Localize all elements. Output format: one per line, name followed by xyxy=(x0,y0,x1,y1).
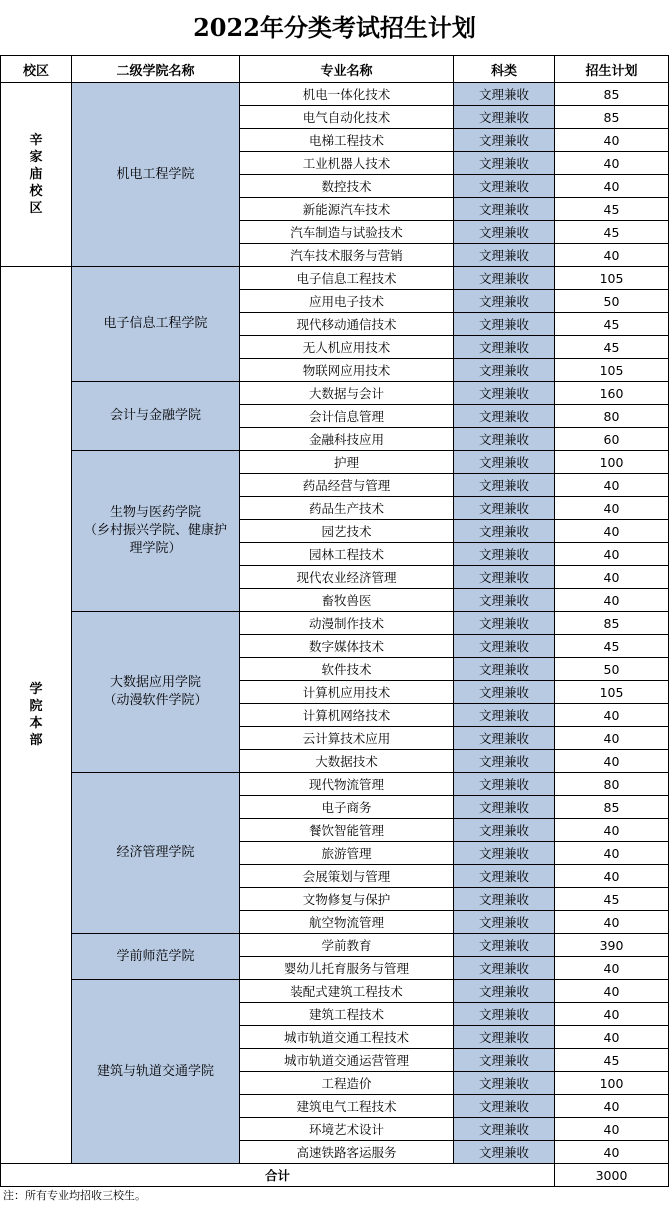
plan-cell: 40 xyxy=(555,152,669,175)
plan-cell: 45 xyxy=(555,336,669,359)
college-name-line: 学前师范学院 xyxy=(116,948,195,964)
subject-cell: 文理兼收 xyxy=(454,658,555,681)
major-name-cell: 现代物流管理 xyxy=(240,773,454,796)
major-name-cell: 无人机应用技术 xyxy=(240,336,454,359)
plan-cell: 45 xyxy=(555,198,669,221)
subject-cell: 文理兼收 xyxy=(454,313,555,336)
major-name-cell: 电梯工程技术 xyxy=(240,129,454,152)
plan-cell: 85 xyxy=(555,83,669,106)
major-name-cell: 药品生产技术 xyxy=(240,497,454,520)
major-name-cell: 大数据与会计 xyxy=(240,382,454,405)
plan-cell: 40 xyxy=(555,911,669,934)
major-name-cell: 软件技术 xyxy=(240,658,454,681)
subject-cell: 文理兼收 xyxy=(454,405,555,428)
plan-cell: 40 xyxy=(555,1141,669,1164)
header-major: 专业名称 xyxy=(240,56,454,83)
college-name-line: 会计与金融学院 xyxy=(109,408,201,423)
plan-cell: 40 xyxy=(555,842,669,865)
subject-cell: 文理兼收 xyxy=(454,612,555,635)
total-label: 合计 xyxy=(1,1164,555,1187)
subject-cell: 文理兼收 xyxy=(454,589,555,612)
subject-cell: 文理兼收 xyxy=(454,175,555,198)
major-name-cell: 计算机网络技术 xyxy=(240,704,454,727)
subject-cell: 文理兼收 xyxy=(454,106,555,129)
plan-cell: 80 xyxy=(555,773,669,796)
campus-name-char: 区 xyxy=(29,201,43,216)
college-name-line: （乡村振兴学院、健康护 xyxy=(83,523,227,538)
campus-name-char: 本 xyxy=(29,716,43,731)
major-name-cell: 电子商务 xyxy=(240,796,454,819)
table-body xyxy=(1,83,669,1164)
subject-cell: 文理兼收 xyxy=(454,888,555,911)
subject-cell: 文理兼收 xyxy=(454,1072,555,1095)
header-subject: 科类 xyxy=(454,56,555,83)
plan-cell: 50 xyxy=(555,658,669,681)
major-name-cell: 现代移动通信技术 xyxy=(240,313,454,336)
plan-cell: 40 xyxy=(555,566,669,589)
campus-cell xyxy=(1,83,72,267)
major-name-cell: 餐饮智能管理 xyxy=(240,819,454,842)
subject-cell: 文理兼收 xyxy=(454,1026,555,1049)
footnote: 注：所有专业均招收三校生。 xyxy=(3,1189,146,1202)
table-row xyxy=(1,980,669,1003)
subject-cell: 文理兼收 xyxy=(454,244,555,267)
subject-cell: 文理兼收 xyxy=(454,1003,555,1026)
subject-cell: 文理兼收 xyxy=(454,1095,555,1118)
plan-cell: 50 xyxy=(555,290,669,313)
plan-cell: 105 xyxy=(555,359,669,382)
subject-cell: 文理兼收 xyxy=(454,474,555,497)
subject-cell: 文理兼收 xyxy=(454,267,555,290)
subject-cell: 文理兼收 xyxy=(454,83,555,106)
college-name-cell xyxy=(72,612,240,773)
plan-cell: 40 xyxy=(555,727,669,750)
plan-cell: 40 xyxy=(555,957,669,980)
plan-cell: 40 xyxy=(555,865,669,888)
table-row xyxy=(1,83,669,106)
college-name-cell xyxy=(72,451,240,612)
plan-cell: 40 xyxy=(555,1095,669,1118)
subject-cell: 文理兼收 xyxy=(454,1049,555,1072)
college-name-cell xyxy=(72,382,240,451)
subject-cell: 文理兼收 xyxy=(454,750,555,773)
plan-cell: 40 xyxy=(555,129,669,152)
plan-cell: 45 xyxy=(555,1049,669,1072)
subject-cell: 文理兼收 xyxy=(454,497,555,520)
campus-name-char: 部 xyxy=(29,733,43,748)
total-value: 3000 xyxy=(555,1164,669,1187)
college-name-line: 机电工程学院 xyxy=(116,166,195,182)
college-name-line: 经济管理学院 xyxy=(116,845,195,860)
major-name-cell: 环境艺术设计 xyxy=(240,1118,454,1141)
campus-name-char: 校 xyxy=(29,184,43,199)
major-name-cell: 文物修复与保护 xyxy=(240,888,454,911)
header-campus: 校区 xyxy=(1,56,72,83)
table-row xyxy=(1,773,669,796)
subject-cell: 文理兼收 xyxy=(454,428,555,451)
plan-cell: 40 xyxy=(555,520,669,543)
major-name-cell: 园林工程技术 xyxy=(240,543,454,566)
campus-name-char: 院 xyxy=(29,699,43,714)
plan-cell: 45 xyxy=(555,313,669,336)
major-name-cell: 工程造价 xyxy=(240,1072,454,1095)
major-name-cell: 园艺技术 xyxy=(240,520,454,543)
subject-cell: 文理兼收 xyxy=(454,543,555,566)
major-name-cell: 城市轨道交通运营管理 xyxy=(240,1049,454,1072)
college-name-line: 理学院） xyxy=(129,541,182,556)
plan-cell: 40 xyxy=(555,1026,669,1049)
plan-cell: 40 xyxy=(555,819,669,842)
college-name-line: 大数据应用学院 xyxy=(109,675,201,690)
major-name-cell: 新能源汽车技术 xyxy=(240,198,454,221)
major-name-cell: 动漫制作技术 xyxy=(240,612,454,635)
plan-cell: 45 xyxy=(555,221,669,244)
major-name-cell: 大数据技术 xyxy=(240,750,454,773)
plan-cell: 45 xyxy=(555,635,669,658)
subject-cell: 文理兼收 xyxy=(454,934,555,957)
subject-cell: 文理兼收 xyxy=(454,1141,555,1164)
subject-cell: 文理兼收 xyxy=(454,198,555,221)
plan-cell: 40 xyxy=(555,704,669,727)
major-name-cell: 工业机器人技术 xyxy=(240,152,454,175)
plan-cell: 105 xyxy=(555,267,669,290)
major-name-cell: 物联网应用技术 xyxy=(240,359,454,382)
college-name-cell xyxy=(72,934,240,980)
major-name-cell: 会计信息管理 xyxy=(240,405,454,428)
major-name-cell: 电气自动化技术 xyxy=(240,106,454,129)
college-name-line: 建筑与轨道交通学院 xyxy=(96,1063,214,1079)
college-name-line: 生物与医药学院 xyxy=(109,505,201,520)
campus-name-char: 学 xyxy=(29,682,43,697)
subject-cell: 文理兼收 xyxy=(454,566,555,589)
plan-cell: 105 xyxy=(555,681,669,704)
major-name-cell: 建筑电气工程技术 xyxy=(240,1095,454,1118)
subject-cell: 文理兼收 xyxy=(454,152,555,175)
subject-cell: 文理兼收 xyxy=(454,221,555,244)
subject-cell: 文理兼收 xyxy=(454,635,555,658)
major-name-cell: 城市轨道交通工程技术 xyxy=(240,1026,454,1049)
plan-cell: 80 xyxy=(555,405,669,428)
major-name-cell: 旅游管理 xyxy=(240,842,454,865)
subject-cell: 文理兼收 xyxy=(454,911,555,934)
campus-name-char: 辛 xyxy=(29,133,43,148)
major-name-cell: 婴幼儿托育服务与管理 xyxy=(240,957,454,980)
subject-cell: 文理兼收 xyxy=(454,796,555,819)
campus-cell xyxy=(1,267,72,1164)
table-row xyxy=(1,451,669,474)
campus-name-char: 庙 xyxy=(29,167,43,182)
table-row xyxy=(1,612,669,635)
major-name-cell: 电子信息工程技术 xyxy=(240,267,454,290)
plan-cell: 85 xyxy=(555,106,669,129)
header-plan: 招生计划 xyxy=(555,56,669,83)
plan-cell: 40 xyxy=(555,244,669,267)
plan-cell: 40 xyxy=(555,1003,669,1026)
major-name-cell: 计算机应用技术 xyxy=(240,681,454,704)
subject-cell: 文理兼收 xyxy=(454,980,555,1003)
major-name-cell: 机电一体化技术 xyxy=(240,83,454,106)
plan-cell: 160 xyxy=(555,382,669,405)
subject-cell: 文理兼收 xyxy=(454,129,555,152)
subject-cell: 文理兼收 xyxy=(454,865,555,888)
major-name-cell: 航空物流管理 xyxy=(240,911,454,934)
subject-cell: 文理兼收 xyxy=(454,336,555,359)
major-name-cell: 数字媒体技术 xyxy=(240,635,454,658)
major-name-cell: 会展策划与管理 xyxy=(240,865,454,888)
table-row xyxy=(1,934,669,957)
plan-cell: 100 xyxy=(555,451,669,474)
major-name-cell: 高速铁路客运服务 xyxy=(240,1141,454,1164)
major-name-cell: 数控技术 xyxy=(240,175,454,198)
major-name-cell: 建筑工程技术 xyxy=(240,1003,454,1026)
subject-cell: 文理兼收 xyxy=(454,957,555,980)
major-name-cell: 畜牧兽医 xyxy=(240,589,454,612)
major-name-cell: 护理 xyxy=(240,451,454,474)
enrollment-plan-table xyxy=(0,55,669,1187)
college-name-cell xyxy=(72,83,240,267)
total-row xyxy=(1,1164,669,1187)
major-name-cell: 现代农业经济管理 xyxy=(240,566,454,589)
subject-cell: 文理兼收 xyxy=(454,290,555,313)
plan-cell: 40 xyxy=(555,497,669,520)
subject-cell: 文理兼收 xyxy=(454,359,555,382)
plan-cell: 60 xyxy=(555,428,669,451)
college-name-cell xyxy=(72,267,240,382)
page-title: 2022年分类考试招生计划 xyxy=(193,13,476,42)
plan-cell: 40 xyxy=(555,980,669,1003)
major-name-cell: 应用电子技术 xyxy=(240,290,454,313)
college-name-cell xyxy=(72,980,240,1164)
table-row xyxy=(1,267,669,290)
plan-cell: 40 xyxy=(555,589,669,612)
subject-cell: 文理兼收 xyxy=(454,704,555,727)
subject-cell: 文理兼收 xyxy=(454,520,555,543)
subject-cell: 文理兼收 xyxy=(454,773,555,796)
plan-cell: 40 xyxy=(555,474,669,497)
major-name-cell: 学前教育 xyxy=(240,934,454,957)
plan-cell: 45 xyxy=(555,888,669,911)
plan-cell: 390 xyxy=(555,934,669,957)
subject-cell: 文理兼收 xyxy=(454,451,555,474)
subject-cell: 文理兼收 xyxy=(454,681,555,704)
subject-cell: 文理兼收 xyxy=(454,727,555,750)
table-row xyxy=(1,382,669,405)
subject-cell: 文理兼收 xyxy=(454,842,555,865)
plan-cell: 85 xyxy=(555,612,669,635)
major-name-cell: 汽车制造与试验技术 xyxy=(240,221,454,244)
plan-cell: 40 xyxy=(555,1118,669,1141)
plan-cell: 40 xyxy=(555,543,669,566)
header-college: 二级学院名称 xyxy=(72,56,240,83)
subject-cell: 文理兼收 xyxy=(454,819,555,842)
college-name-line: （动漫软件学院） xyxy=(103,693,208,708)
subject-cell: 文理兼收 xyxy=(454,382,555,405)
major-name-cell: 汽车技术服务与营销 xyxy=(240,244,454,267)
plan-cell: 40 xyxy=(555,750,669,773)
college-name-cell xyxy=(72,773,240,934)
major-name-cell: 云计算技术应用 xyxy=(240,727,454,750)
major-name-cell: 装配式建筑工程技术 xyxy=(240,980,454,1003)
plan-cell: 85 xyxy=(555,796,669,819)
plan-cell: 40 xyxy=(555,175,669,198)
college-name-line: 电子信息工程学院 xyxy=(103,316,208,331)
subject-cell: 文理兼收 xyxy=(454,1118,555,1141)
major-name-cell: 药品经营与管理 xyxy=(240,474,454,497)
plan-cell: 100 xyxy=(555,1072,669,1095)
major-name-cell: 金融科技应用 xyxy=(240,428,454,451)
campus-name-char: 家 xyxy=(29,150,43,165)
table-header-row xyxy=(1,56,669,83)
